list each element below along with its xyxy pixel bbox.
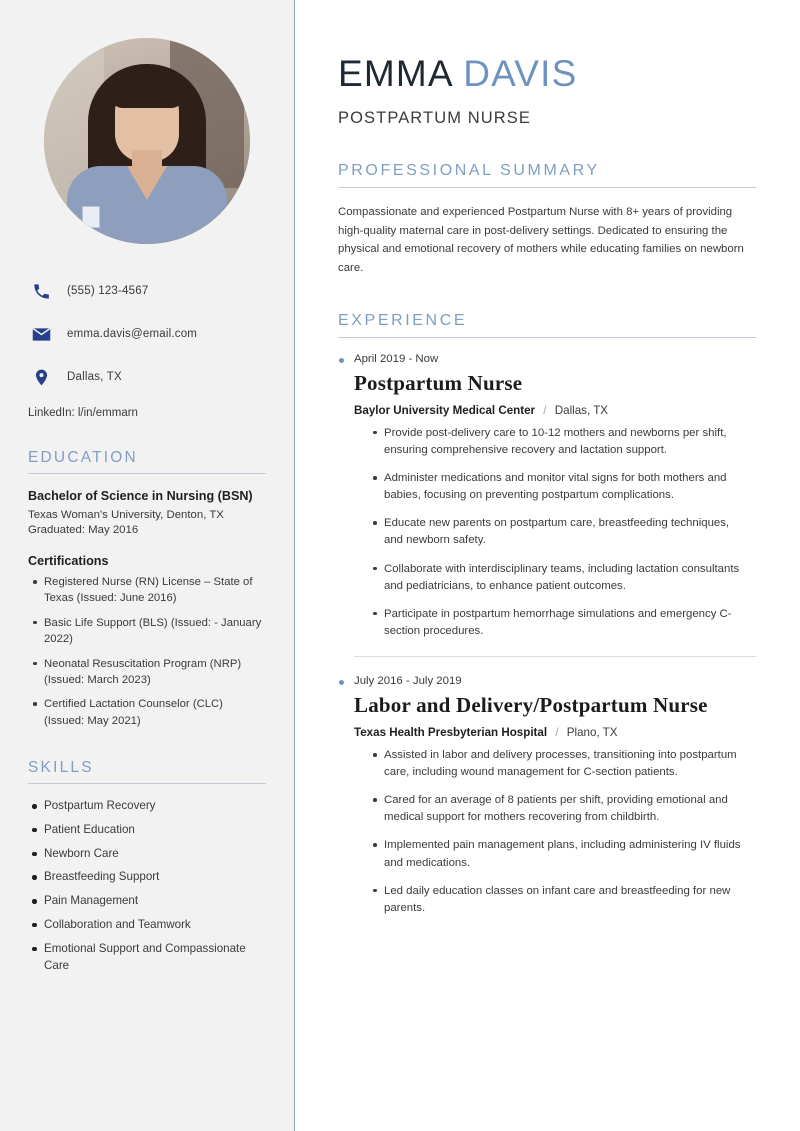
list-item: Registered Nurse (RN) License – State of Texas (Issued: June 2016) <box>44 574 266 607</box>
certifications-list <box>28 574 266 729</box>
skills-list <box>28 798 266 974</box>
skills-divider <box>28 783 266 784</box>
experience-role: Postpartum Nurse <box>354 370 523 395</box>
education-section-title: EDUCATION <box>28 449 138 466</box>
certifications-title: Certifications <box>28 554 109 568</box>
contact-location <box>28 364 266 390</box>
education-graduation: Graduated: May 2016 <box>28 524 139 536</box>
first-name: EMMA <box>338 53 452 94</box>
photo-container <box>28 38 266 244</box>
list-item: Certified Lactation Counselor (CLC) (Issued: May 2021) <box>44 696 266 729</box>
list-item: Assisted in labor and delivery processes, transitioning into postpartum care, including wound management for C-section patients. <box>384 747 756 781</box>
list-item: Emotional Support and Compassionate Care <box>44 941 266 975</box>
contact-block <box>28 278 266 419</box>
list-item: Newborn Care <box>44 846 266 863</box>
experience-section-title: EXPERIENCE <box>338 311 468 329</box>
list-item: Breastfeeding Support <box>44 869 266 886</box>
list-item: Provide post-delivery care to 10-12 mothers and newborns per shift, ensuring comprehensive recovery and lactation support. <box>384 425 756 459</box>
education-school: Texas Woman's University, Denton, TX <box>28 509 224 521</box>
photo-neckline <box>127 166 167 200</box>
experience-employer <box>354 726 756 739</box>
phone-value: (555) 123-4567 <box>67 285 149 297</box>
experience-entry-divider <box>354 656 756 657</box>
contact-phone <box>28 278 266 304</box>
education-divider <box>28 473 266 474</box>
education-degree: Bachelor of Science in Nursing (BSN) <box>28 489 253 503</box>
sidebar <box>0 0 295 1131</box>
employer-name: Baylor University Medical Center <box>354 403 536 417</box>
experience-date: July 2016 - July 2019 <box>338 675 756 687</box>
experience-bullets <box>370 747 756 917</box>
employer-location: Plano, TX <box>566 726 618 740</box>
linkedin-value: LinkedIn: l/in/emmarn <box>28 407 138 419</box>
job-title: POSTPARTUM NURSE <box>338 108 532 127</box>
list-item: Basic Life Support (BLS) (Issued: - January 2022) <box>44 615 266 648</box>
photo-fringe <box>111 74 183 108</box>
list-item: Collaborate with interdisciplinary teams, including lactation consultants and pediatricians, to enhance patient outcomes. <box>384 561 756 595</box>
summary-text: Compassionate and experienced Postpartum Nurse with 8+ years of providing high-quality maternal care in post-delivery settings. Dedicated to ensuring the physical and emotional recovery of mothers while educating families on newborn care. <box>338 205 744 275</box>
list-item: Collaboration and Teamwork <box>44 917 266 934</box>
location-value: Dallas, TX <box>67 371 122 383</box>
last-name: DAVIS <box>463 53 578 94</box>
employer-separator: / <box>555 726 559 740</box>
list-item: Administer medications and monitor vital signs for both mothers and babies, focusing on preventing postpartum complications. <box>384 470 756 504</box>
list-item: Implemented pain management plans, including administering IV fluids and medications. <box>384 837 756 871</box>
list-item: Pain Management <box>44 893 266 910</box>
list-item: Led daily education classes on infant care and breastfeeding for new parents. <box>384 883 756 917</box>
phone-icon <box>28 278 54 304</box>
experience-entry <box>338 675 756 917</box>
list-item: Educate new parents on postpartum care, breastfeeding techniques, and newborn safety. <box>384 515 756 549</box>
list-item: Cared for an average of 8 patients per shift, providing emotional and medical support for mothers recovering from childbirth. <box>384 792 756 826</box>
main-content <box>295 0 800 1131</box>
page-title <box>338 54 756 95</box>
employer-name: Texas Health Presbyterian Hospital <box>354 726 548 740</box>
email-icon <box>28 321 54 347</box>
experience-bullets <box>370 425 756 640</box>
experience-divider <box>338 337 756 338</box>
summary-divider <box>338 187 756 188</box>
list-item: Patient Education <box>44 822 266 839</box>
experience-role: Labor and Delivery/Postpartum Nurse <box>354 693 708 718</box>
avatar <box>44 38 250 244</box>
list-item: Neonatal Resuscitation Program (NRP) (Issued: March 2023) <box>44 656 266 689</box>
list-item: Postpartum Recovery <box>44 798 266 815</box>
contact-email <box>28 321 266 347</box>
location-pin-icon <box>28 364 54 390</box>
summary-section-title: PROFESSIONAL SUMMARY <box>338 161 600 179</box>
experience-employer <box>354 404 756 417</box>
email-value: emma.davis@email.com <box>67 328 198 340</box>
experience-entry <box>338 353 756 640</box>
photo-badge <box>82 206 100 228</box>
experience-date: April 2019 - Now <box>338 353 756 365</box>
skills-section-title: SKILLS <box>28 759 94 776</box>
list-item: Participate in postpartum hemorrhage simulations and emergency C-section procedures. <box>384 606 756 640</box>
employer-location: Dallas, TX <box>554 403 609 417</box>
employer-separator: / <box>543 403 547 417</box>
